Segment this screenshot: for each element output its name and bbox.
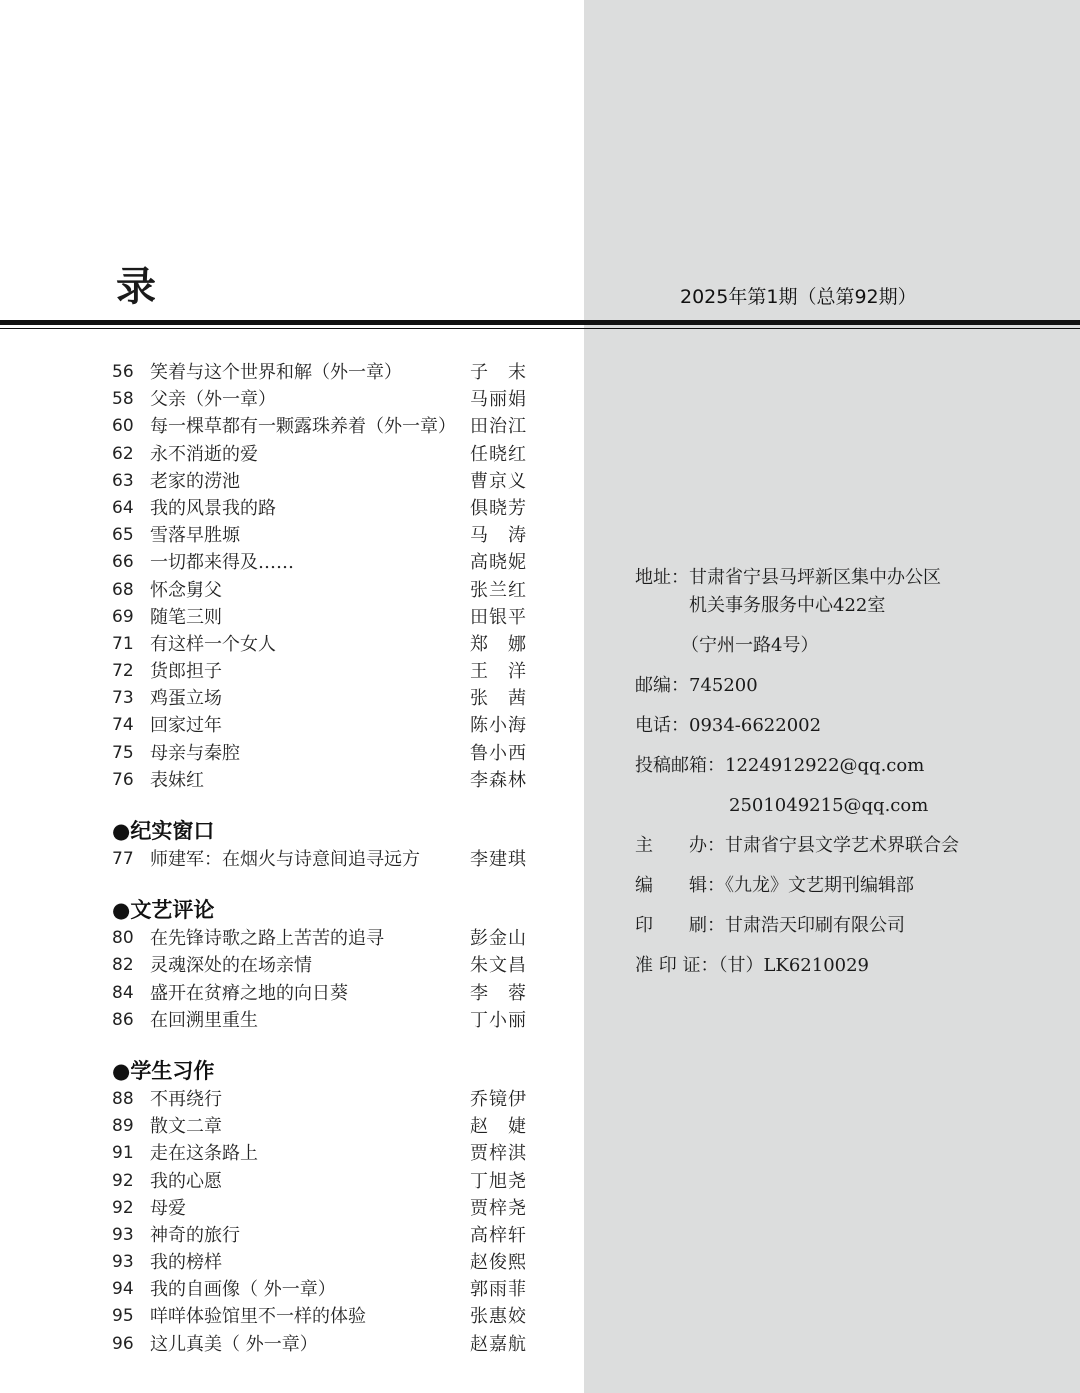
toc-page-number: 72 xyxy=(112,661,134,682)
toc-author: 子 末 xyxy=(470,362,527,383)
toc-entry xyxy=(112,1168,532,1195)
toc-title: 神奇的旅行 xyxy=(150,1224,240,1246)
toc-title: 不再绕行 xyxy=(150,1088,222,1110)
toc-entry xyxy=(112,577,532,604)
toc-page-number: 88 xyxy=(112,1088,134,1109)
toc-title: 在回溯里重生 xyxy=(150,1009,258,1031)
toc-title: 我的心愿 xyxy=(150,1170,222,1192)
toc-title: 有这样一个女人 xyxy=(150,633,276,655)
toc-title: 我的榜样 xyxy=(150,1252,222,1274)
toc-page-number: 80 xyxy=(112,928,134,949)
address-line-2: 机关事务服务中心422室 xyxy=(689,595,886,616)
toc-entry xyxy=(112,925,532,952)
toc-title: 我的自画像（ 外一章） xyxy=(150,1279,336,1301)
toc-author: 王 洋 xyxy=(470,661,527,683)
toc-entry xyxy=(112,1276,532,1303)
toc-page-number: 82 xyxy=(112,955,134,976)
email-line-1: 投稿邮箱：1224912922@qq.com xyxy=(635,755,925,776)
toc-entry xyxy=(112,1249,532,1276)
toc-entry xyxy=(112,980,532,1007)
toc-page-number: 94 xyxy=(112,1279,134,1300)
toc-author: 陈小海 xyxy=(470,715,527,737)
toc-page-number: 73 xyxy=(112,688,134,709)
toc-page-number: 66 xyxy=(112,552,134,573)
toc-page-number: 77 xyxy=(112,849,134,869)
toc-author: 丁小丽 xyxy=(470,1009,527,1031)
toc-author: 朱文昌 xyxy=(470,955,527,977)
contents-heading: 录 xyxy=(116,263,156,310)
toc-group-xuesheng xyxy=(112,1086,532,1358)
toc-page-number: 95 xyxy=(112,1306,134,1327)
toc-page-number: 56 xyxy=(112,362,134,382)
toc-author: 李森林 xyxy=(470,769,527,791)
toc-title: 笑着与这个世界和解（外一章） xyxy=(150,362,402,383)
toc-entry xyxy=(112,1195,532,1222)
toc-page-number: 76 xyxy=(112,769,134,790)
toc-author: 贾梓尧 xyxy=(470,1197,527,1219)
toc-page-number: 74 xyxy=(112,715,134,736)
toc-entry xyxy=(112,1007,532,1034)
toc-title: 雪落早胜塬 xyxy=(150,525,240,547)
toc-page-number: 62 xyxy=(112,443,134,464)
toc-entry xyxy=(112,1086,532,1113)
toc-page-number: 91 xyxy=(112,1143,134,1164)
issue-number: 2025年第1期（总第92期） xyxy=(680,286,917,308)
toc-author: 马 涛 xyxy=(470,525,527,547)
toc-entry xyxy=(112,441,532,468)
toc-page-number: 93 xyxy=(112,1252,134,1273)
toc-author: 张兰红 xyxy=(470,579,527,601)
toc-title: 父亲（外一章） xyxy=(150,389,276,411)
header-rule-thick xyxy=(0,320,1080,325)
toc-entry xyxy=(112,359,532,386)
toc-author: 俱晓芳 xyxy=(470,497,527,519)
toc-page-number: 63 xyxy=(112,470,134,491)
toc-author: 丁旭尧 xyxy=(470,1170,527,1192)
toc-entry xyxy=(112,658,532,685)
toc-page-number: 96 xyxy=(112,1333,134,1354)
toc-author: 曹京义 xyxy=(470,470,527,492)
header-rule-thin xyxy=(0,328,1080,329)
toc-entry xyxy=(112,846,532,873)
toc-title: 怀念舅父 xyxy=(150,579,222,601)
address-line-1: 地址：甘肃省宁县马坪新区集中办公区 xyxy=(635,567,941,588)
toc-page-number: 58 xyxy=(112,389,134,410)
toc-author: 田治江 xyxy=(470,416,527,438)
toc-author: 赵俊熙 xyxy=(470,1252,527,1274)
toc-entry xyxy=(112,1140,532,1167)
toc-page-number: 68 xyxy=(112,579,134,600)
toc-author: 彭金山 xyxy=(470,928,527,950)
section-heading-xuesheng: ●学生习作 xyxy=(112,1058,215,1083)
toc-entry xyxy=(112,522,532,549)
toc-title: 灵魂深处的在场亲情 xyxy=(150,955,312,977)
toc-title: 鸡蛋立场 xyxy=(150,688,222,710)
toc-author: 任晓红 xyxy=(470,443,527,465)
email-line-2: 2501049215@qq.com xyxy=(729,795,929,816)
toc-author: 马丽娟 xyxy=(470,389,527,411)
toc-author: 赵 婕 xyxy=(470,1116,527,1138)
toc-author: 鲁小西 xyxy=(470,742,527,764)
toc-author: 贾梓淇 xyxy=(470,1143,527,1165)
toc-title: 母亲与秦腔 xyxy=(150,742,240,764)
toc-entry xyxy=(112,740,532,767)
toc-title: 师建军：在烟火与诗意间追寻远方 xyxy=(150,849,420,870)
toc-entry xyxy=(112,685,532,712)
toc-title: 散文二章 xyxy=(150,1116,222,1138)
section-heading-wenyi: ●文艺评论 xyxy=(112,898,215,923)
toc-page-number: 89 xyxy=(112,1116,134,1137)
toc-author: 高梓轩 xyxy=(470,1224,527,1246)
toc-title: 永不消逝的爱 xyxy=(150,443,258,465)
section-heading-jishi: ●纪实窗口 xyxy=(112,819,215,843)
toc-page-number: 93 xyxy=(112,1224,134,1245)
toc-author: 田银平 xyxy=(470,606,527,628)
toc-entry xyxy=(112,1303,532,1330)
toc-title: 在先锋诗歌之路上苦苦的追寻 xyxy=(150,928,384,950)
toc-author: 乔镜伊 xyxy=(470,1088,527,1110)
toc-author: 郑 娜 xyxy=(470,633,527,655)
toc-page-number: 71 xyxy=(112,633,134,654)
toc-title: 走在这条路上 xyxy=(150,1143,258,1165)
toc-author: 赵嘉航 xyxy=(470,1333,527,1355)
toc-group-wenyi xyxy=(112,925,532,1034)
toc-page-number: 84 xyxy=(112,982,134,1003)
toc-group-prose xyxy=(112,359,532,794)
toc-title: 表妹红 xyxy=(150,769,204,791)
toc-title: 一切都来得及…… xyxy=(150,552,294,574)
toc-entry xyxy=(112,631,532,658)
toc-entry xyxy=(112,767,532,794)
address-line-3: （宁州一路4号） xyxy=(681,635,819,656)
phone: 电话：0934-6622002 xyxy=(635,715,822,736)
toc-entry xyxy=(112,413,532,440)
toc-title: 货郎担子 xyxy=(150,661,222,683)
toc-entry xyxy=(112,386,532,413)
toc-page-number: 92 xyxy=(112,1170,134,1191)
toc-author: 郭雨菲 xyxy=(470,1279,527,1301)
toc-entry xyxy=(112,468,532,495)
toc-title: 每一棵草都有一颗露珠养着（外一章） xyxy=(150,416,456,438)
toc-author: 张 茜 xyxy=(470,688,527,710)
toc-page-number: 64 xyxy=(112,497,134,518)
toc-author: 高晓妮 xyxy=(470,552,527,574)
toc-title: 这儿真美（ 外一章） xyxy=(150,1333,318,1355)
printing-permit: 准 印 证：（甘）LK6210029 xyxy=(635,955,870,976)
toc-title: 老家的涝池 xyxy=(150,470,240,492)
toc-entry xyxy=(112,1113,532,1140)
toc-title: 随笔三则 xyxy=(150,606,222,628)
toc-group-jishi xyxy=(112,846,532,873)
toc-entry xyxy=(112,549,532,576)
toc-title: 咩咩体验馆里不一样的体验 xyxy=(150,1306,366,1328)
editor: 编 辑：《九龙》文艺期刊编辑部 xyxy=(635,875,914,896)
toc-entry xyxy=(112,712,532,739)
table-of-contents xyxy=(112,359,532,1358)
toc-title: 盛开在贫瘠之地的向日葵 xyxy=(150,982,348,1004)
toc-entry xyxy=(112,952,532,979)
toc-title: 回家过年 xyxy=(150,715,222,737)
toc-author: 李 蓉 xyxy=(470,982,527,1004)
toc-entry xyxy=(112,1331,532,1358)
toc-title: 我的风景我的路 xyxy=(150,497,276,519)
sponsor: 主 办：甘肃省宁县文学艺术界联合会 xyxy=(635,835,959,856)
toc-entry xyxy=(112,604,532,631)
printer: 印 刷：甘肃浩天印刷有限公司 xyxy=(635,915,905,936)
toc-page-number: 92 xyxy=(112,1197,134,1218)
toc-entry xyxy=(112,1222,532,1249)
publication-info xyxy=(635,564,1055,992)
toc-page-number: 69 xyxy=(112,606,134,627)
toc-title: 母爱 xyxy=(150,1197,186,1219)
toc-page-number: 65 xyxy=(112,525,134,546)
toc-author: 张惠姣 xyxy=(470,1306,527,1328)
postcode: 邮编：745200 xyxy=(635,675,758,696)
toc-entry xyxy=(112,495,532,522)
toc-author: 李建琪 xyxy=(470,849,527,870)
toc-page-number: 60 xyxy=(112,416,134,437)
toc-page-number: 86 xyxy=(112,1009,134,1030)
toc-page-number: 75 xyxy=(112,742,134,763)
